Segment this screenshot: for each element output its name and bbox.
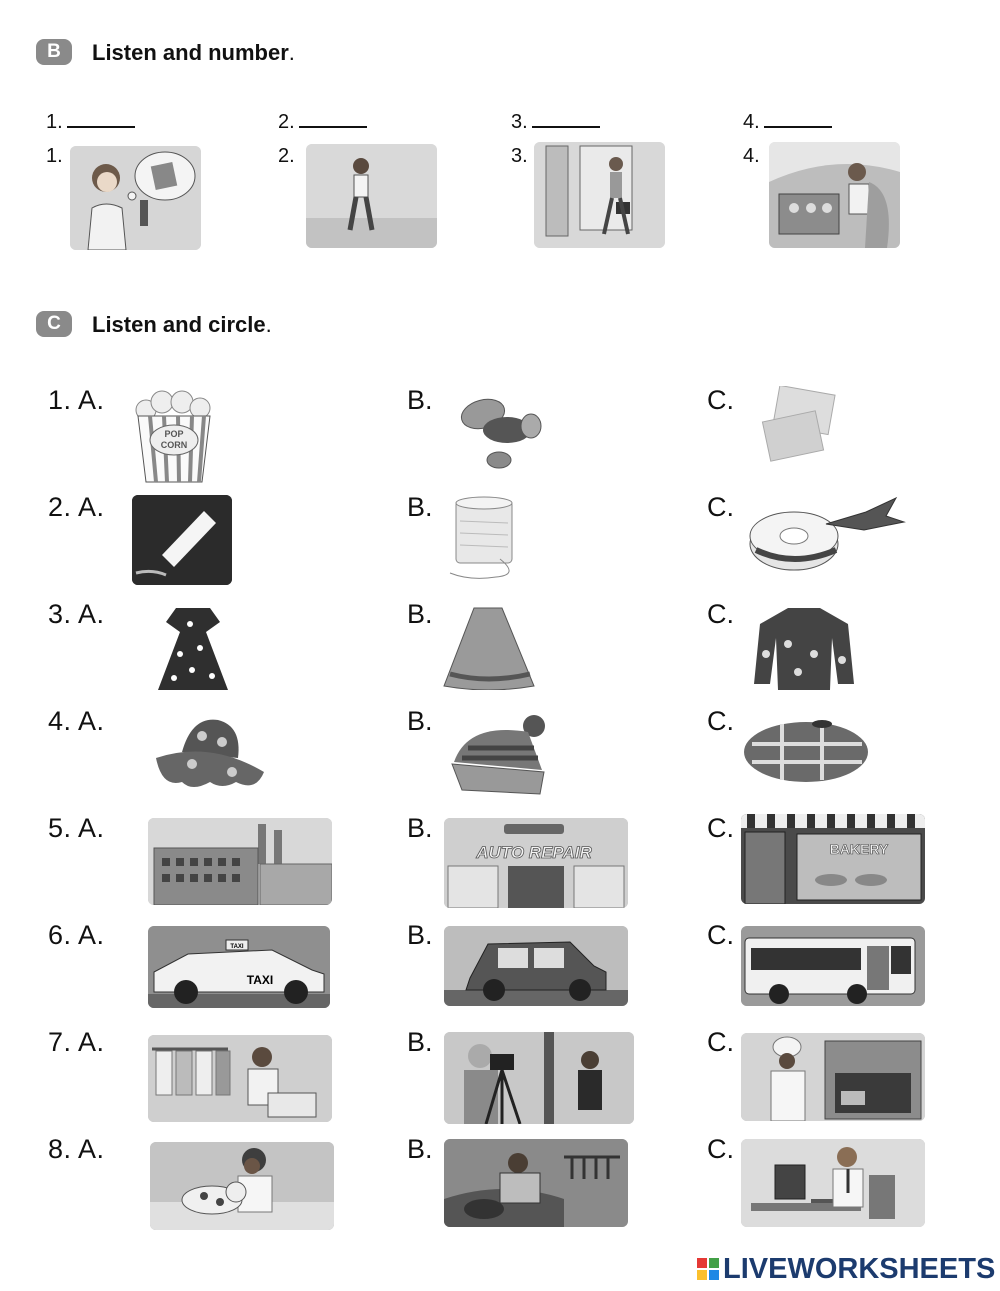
question-1-label: 1. A.	[48, 385, 105, 415]
blank-number: 1.	[46, 111, 63, 133]
question-8-label: 8. A.	[48, 1134, 105, 1164]
answer-blank-1[interactable]	[46, 108, 135, 134]
question-3-option-b: B.	[407, 599, 433, 629]
blank-number: 3.	[511, 111, 528, 133]
liveworksheets-footer[interactable]	[697, 1252, 995, 1286]
popcorn-word-pop: POP	[164, 429, 184, 439]
knit-cap-icon[interactable]	[448, 712, 550, 798]
car-icon[interactable]	[444, 926, 628, 1006]
clothes-shop-clerk-icon[interactable]	[148, 1035, 332, 1122]
beret-icon[interactable]	[742, 714, 874, 794]
factory-icon[interactable]	[148, 818, 332, 905]
answer-blank-2[interactable]	[278, 108, 367, 134]
question-4-option-c: C.	[707, 706, 734, 736]
answer-blank-3[interactable]	[511, 108, 600, 134]
picture-number-2: 2.	[278, 145, 295, 167]
section-c-badge: C	[36, 311, 72, 337]
taxi-door-sign: TAXI	[246, 973, 274, 987]
popcorn-icon[interactable]	[132, 390, 216, 484]
chalk-icon[interactable]	[132, 495, 232, 585]
question-5-option-b: B.	[407, 813, 433, 843]
office-worker-icon[interactable]	[741, 1139, 925, 1227]
taxi-icon[interactable]	[148, 926, 330, 1008]
answer-blank-4[interactable]	[743, 108, 832, 134]
bakery-icon[interactable]	[741, 814, 925, 904]
question-2-option-b: B.	[407, 492, 433, 522]
question-8-option-b: B.	[407, 1134, 433, 1164]
sun-hat-icon[interactable]	[152, 712, 268, 796]
section-b-title-period: .	[288, 40, 295, 65]
picture-number-4: 4.	[743, 145, 760, 167]
question-5-option-c: C.	[707, 813, 734, 843]
liveworksheets-brand: LIVEWORKSHEETS	[723, 1252, 996, 1285]
liveworksheets-logo-icon	[697, 1258, 719, 1280]
dress-icon[interactable]	[150, 604, 236, 694]
jacket-icon[interactable]	[752, 604, 856, 690]
section-c-title	[92, 312, 272, 338]
question-4-option-b: B.	[407, 706, 433, 736]
girl-thinking-popcorn-icon	[70, 146, 201, 250]
auto-repair-sign: AUTO REPAIR	[476, 843, 592, 862]
photographer-icon[interactable]	[444, 1032, 634, 1124]
question-3-option-c: C.	[707, 599, 734, 629]
boy-walking-icon	[306, 144, 437, 248]
pilot-cockpit-icon	[769, 142, 900, 248]
section-b-title	[92, 40, 295, 66]
ribbon-icon[interactable]	[746, 494, 906, 584]
question-1-option-c: C.	[707, 385, 734, 415]
question-4-label: 4. A.	[48, 706, 105, 736]
question-6-option-c: C.	[707, 920, 734, 950]
peanuts-icon[interactable]	[455, 386, 547, 474]
section-b-badge: B	[36, 39, 72, 65]
question-7-option-c: C.	[707, 1027, 734, 1057]
question-6-label: 6. A.	[48, 920, 105, 950]
bakery-sign: BAKERY	[829, 841, 889, 857]
taxi-roof-sign: TAXI	[230, 944, 244, 950]
baker-icon[interactable]	[741, 1033, 925, 1121]
woman-entering-door-icon	[534, 142, 665, 248]
string-icon[interactable]	[440, 493, 532, 585]
section-c-title-text: Listen and circle	[92, 312, 266, 337]
popcorn-word-corn: CORN	[160, 440, 188, 450]
question-5-label: 5. A.	[48, 813, 105, 843]
question-7-label: 7. A.	[48, 1027, 105, 1057]
question-7-option-b: B.	[407, 1027, 433, 1057]
question-1-option-b: B.	[407, 385, 433, 415]
question-3-label: 3. A.	[48, 599, 105, 629]
crackers-icon[interactable]	[754, 386, 844, 464]
section-c-title-period: .	[265, 312, 272, 337]
skirt-icon[interactable]	[440, 604, 538, 690]
blank-number: 4.	[743, 111, 760, 133]
blank-number: 2.	[278, 111, 295, 133]
auto-repair-shop-icon[interactable]	[444, 818, 628, 908]
bus-icon[interactable]	[741, 926, 925, 1006]
veterinarian-icon[interactable]	[150, 1142, 334, 1230]
question-2-label: 2. A.	[48, 492, 105, 522]
picture-number-1: 1.	[46, 145, 63, 167]
question-2-option-c: C.	[707, 492, 734, 522]
question-6-option-b: B.	[407, 920, 433, 950]
question-8-option-c: C.	[707, 1134, 734, 1164]
section-b-title-text: Listen and number	[92, 40, 289, 65]
mechanic-icon[interactable]	[444, 1139, 628, 1227]
picture-number-3: 3.	[511, 145, 528, 167]
